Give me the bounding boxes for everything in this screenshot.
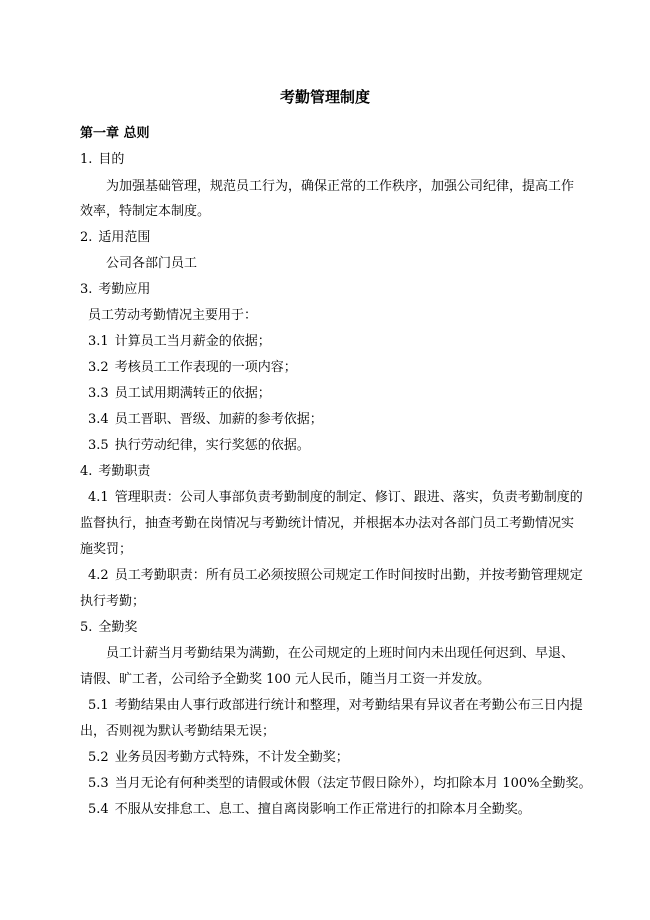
list-item xyxy=(88,566,650,586)
paragraph-line: 效率，特制定本制度。 xyxy=(80,204,211,219)
paragraph-line: 公司各部门员工 xyxy=(106,256,198,271)
list-item xyxy=(88,358,650,378)
item-text: 计算员工当月薪金的依据； xyxy=(114,334,271,349)
paragraph-line: 为加强基础管理，规范员工行为，确保正常的工作秩序，加强公司纪律，提高工作 xyxy=(106,179,575,194)
item-number: 5.2 xyxy=(88,750,109,765)
item-number: 3.1 xyxy=(88,334,109,349)
item-number: 4.1 xyxy=(88,490,109,505)
section-heading-4 xyxy=(80,462,650,482)
item-number: 5.4 xyxy=(88,802,109,817)
paragraph-line: 执行考勤； xyxy=(80,594,146,609)
item-number: 3.5 xyxy=(88,438,109,453)
list-item xyxy=(88,436,650,456)
item-number: 3.4 xyxy=(88,412,109,427)
paragraph-line: 出，否则视为默认考勤结果无误； xyxy=(80,724,276,739)
item-number: 3.3 xyxy=(88,386,109,401)
item-number: 5.1 xyxy=(88,698,109,713)
item-text: 管理职责：公司人事部负责考勤制度的制定、修订、跟进、落实，负责考勤制度的 xyxy=(114,490,583,505)
section-heading-1 xyxy=(80,150,650,170)
item-text: 不服从安排怠工、息工、擅自离岗影响工作正常进行的扣除本月全勤奖。 xyxy=(114,802,531,817)
paragraph-line: 员工计薪当月考勤结果为满勤，在公司规定的上班时间内未出现任何迟到、早退、 xyxy=(106,646,575,661)
item-text: 员工考勤职责：所有员工必须按照公司规定工作时间按时出勤，并按考勤管理规定 xyxy=(114,568,583,583)
item-text: 考勤结果由人事行政部进行统计和整理，对考勤结果有异议者在考勤公布三日内提 xyxy=(114,698,583,713)
item-text: 执行劳动纪律，实行奖惩的依据。 xyxy=(114,438,310,453)
paragraph-line: 监督执行，抽查考勤在岗情况与考勤统计情况，并根据本办法对各部门员工考勤情况实 xyxy=(80,516,575,531)
item-text: 员工晋职、晋级、加薪的参考依据； xyxy=(114,412,323,427)
section-heading-5 xyxy=(80,618,650,638)
section-number: 1. xyxy=(80,152,93,167)
list-item xyxy=(88,696,650,716)
section-number: 5. xyxy=(80,620,93,635)
section-title: 考勤应用 xyxy=(98,282,151,297)
list-item xyxy=(88,332,650,352)
paragraph-line: 施奖罚； xyxy=(80,542,133,557)
list-item xyxy=(88,488,650,508)
list-item xyxy=(88,384,650,404)
section-title: 适用范围 xyxy=(98,230,151,245)
item-number: 4.2 xyxy=(88,568,109,583)
chapter-heading: 第一章 总则 xyxy=(80,126,150,141)
section-number: 4. xyxy=(80,464,93,479)
item-text: 当月无论有何种类型的请假或休假（法定节假日除外），均扣除本月 100%全勤奖。 xyxy=(114,776,592,791)
paragraph-line: 员工劳动考勤情况主要用于： xyxy=(88,308,258,323)
list-item xyxy=(88,774,650,794)
section-title: 全勤奖 xyxy=(98,620,138,635)
section-heading-2 xyxy=(80,228,650,248)
section-title: 目的 xyxy=(98,152,125,167)
document-title: 考勤管理制度 xyxy=(279,88,370,106)
section-number: 2. xyxy=(80,230,93,245)
item-number: 5.3 xyxy=(88,776,109,791)
item-text: 业务员因考勤方式特殊，不计发全勤奖； xyxy=(114,750,349,765)
list-item xyxy=(88,800,650,820)
item-number: 3.2 xyxy=(88,360,109,375)
list-item xyxy=(88,748,650,768)
paragraph-line: 请假、旷工者，公司给予全勤奖 100 元人民币，随当月工资一并发放。 xyxy=(80,672,491,687)
section-heading-3 xyxy=(80,280,650,300)
item-text: 考核员工工作表现的一项内容； xyxy=(114,360,297,375)
list-item xyxy=(88,410,650,430)
section-title: 考勤职责 xyxy=(98,464,151,479)
item-text: 员工试用期满转正的依据； xyxy=(114,386,271,401)
section-number: 3. xyxy=(80,282,93,297)
